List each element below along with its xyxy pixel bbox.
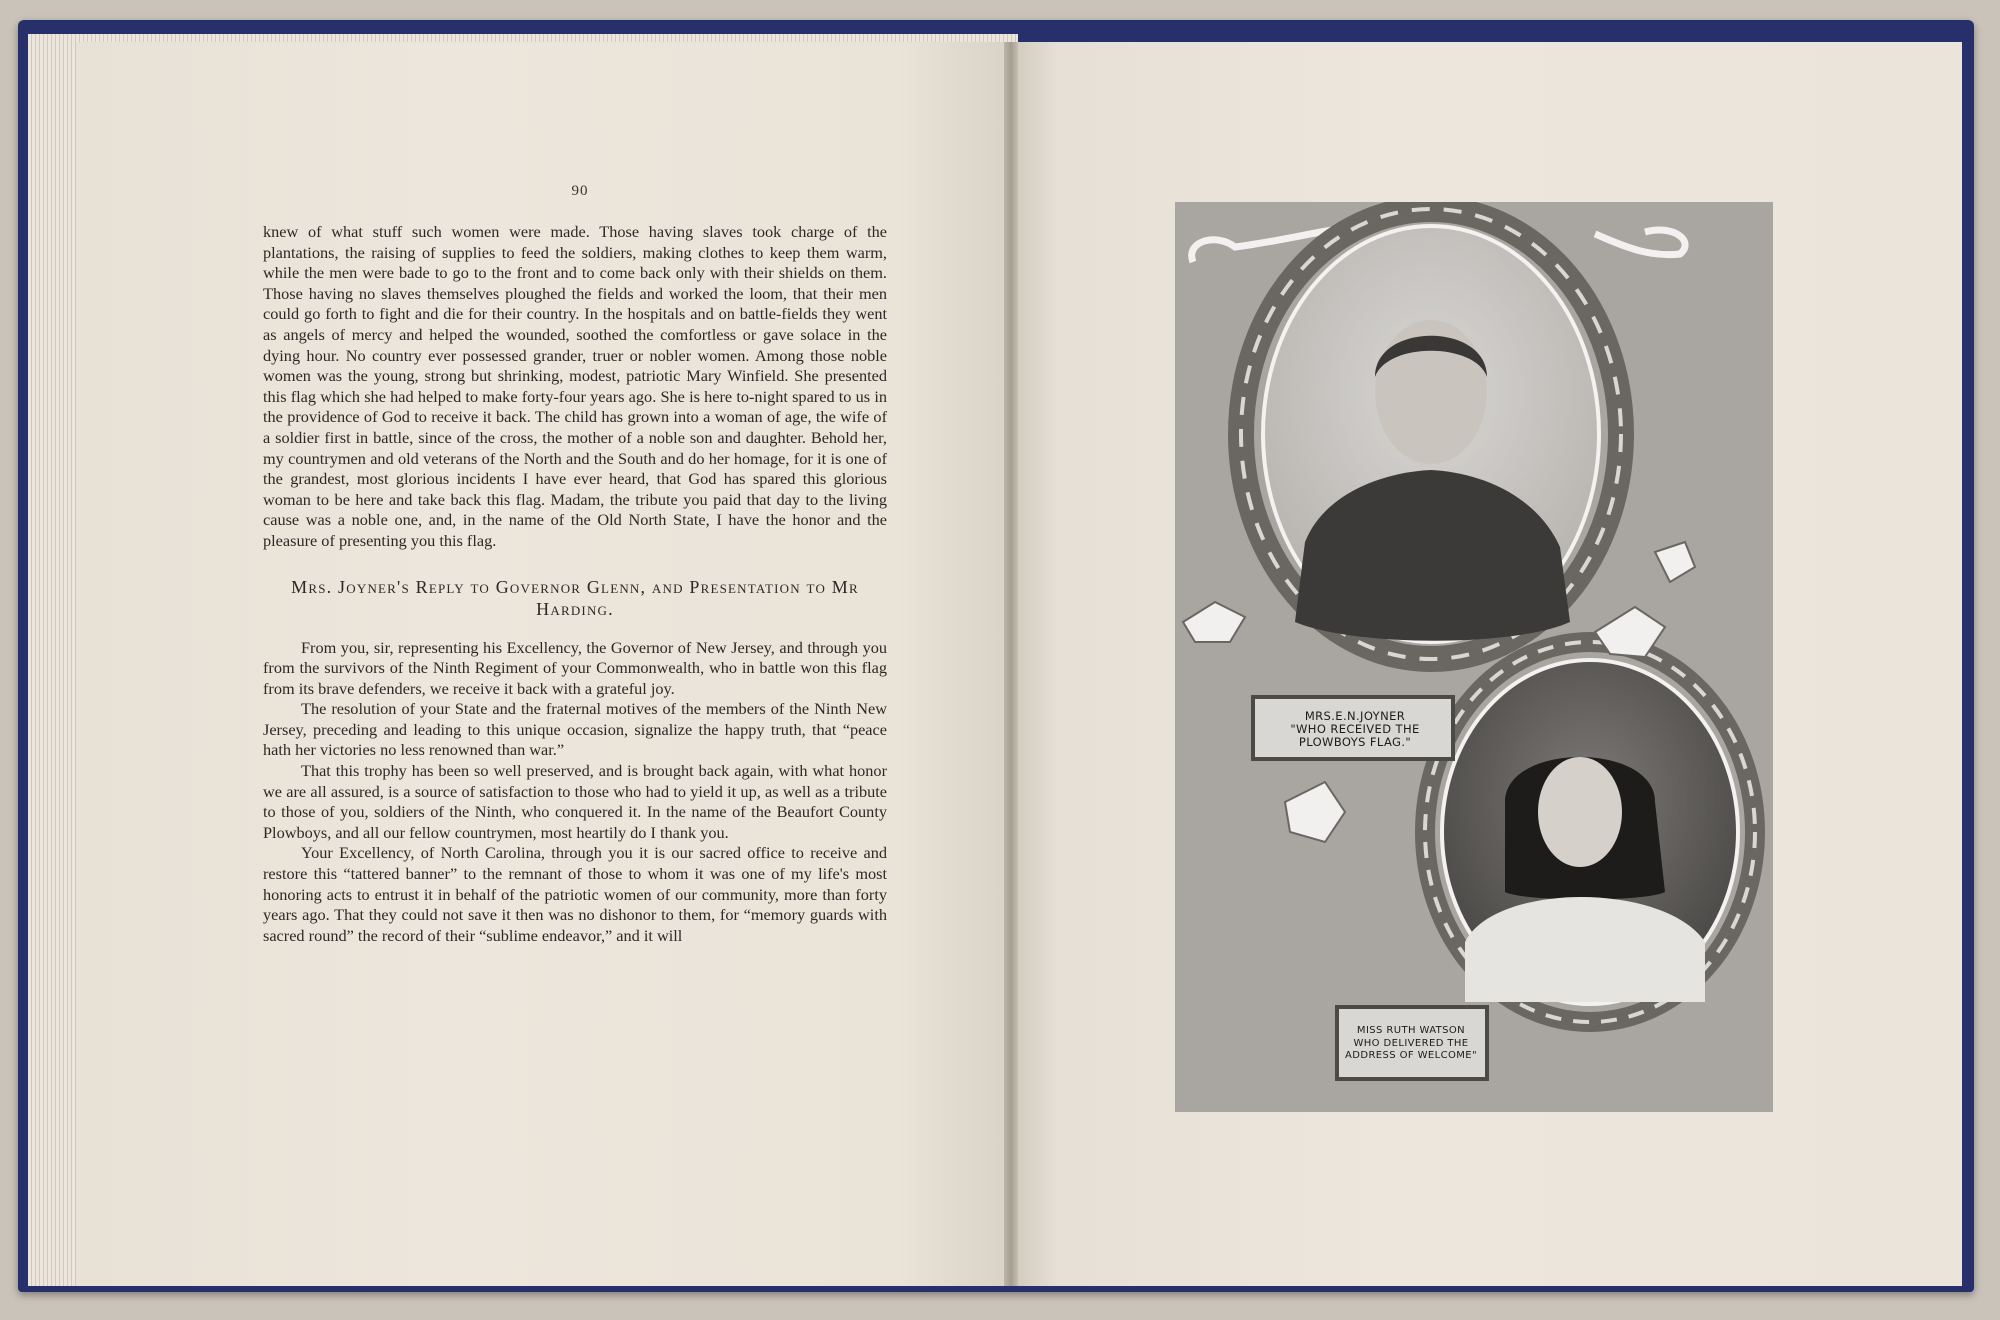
portrait-miss-watson bbox=[1442, 660, 1738, 1004]
caption-mrs-joyner: MRS.E.N.JOYNER "WHO RECEIVED THE PLOWBOYS FLAG." bbox=[1290, 709, 1420, 749]
portrait-mrs-joyner bbox=[1263, 226, 1599, 642]
paragraph: The resolution of your State and the fraternal motives of the members of the Ninth New Jersey, preceding and leading to this unique occasion, signalize the happy truth, that “peace hath her victories no less renowned than war.” bbox=[263, 699, 887, 760]
caption-miss-watson: MISS RUTH WATSON WHO DELIVERED THE ADDRESS OF WELCOME" bbox=[1345, 1025, 1477, 1061]
section-heading: Mrs. Joyner's Reply to Governor Glenn, and Presentation to Mr Harding. bbox=[291, 576, 859, 619]
paragraph: From you, sir, representing his Excellency, the Governor of New Jersey, and through you from the survivors of the Ninth Regiment of your Commonwealth, who in battle won this flag from its brave defenders, we receive it back with a grateful joy. bbox=[263, 637, 887, 698]
paragraph: knew of what stuff such women were made. Those having slaves took charge of the plantations, the raising of supplies to feed the soldiers, making clothes to keep them warm, while the men were bade to go to the front and to come back only with their shields on them. Those having no slaves themselves ploughed the fields and worked the loom, that their men could go forth to fight and die for their country. In the hospitals and on battle-fields they went as angels of mercy and helped the wounded, soothed the comfortless or gave solace in the dying hour. No country ever possessed grander, truer or nobler women. Among those noble women was the young, strong but shrinking, modest, patriotic Mary Winfield. She presented this flag which she had helped to make forty-four years ago. She is here to-night spared to us in the providence of God to receive it back. The child has grown into a woman of age, the wife of a soldier first in battle, since of the cross, the mother of a noble son and daughter. Behold her, my countrymen and old veterans of the North and the South and do her homage, for it is one of the grandest, most glorious incidents I have ever heard, that God has spared this glorious woman to be here and take back this flag. Madam, the tribute you paid that day to the living cause was a noble one, and, in the name of the Old North State, I have the honor and the pleasure of presenting you this flag. bbox=[263, 222, 887, 550]
paragraph: Your Excellency, of North Carolina, through you it is our sacred office to receive and restore this “tattered banner” to the remnant of those to whom it was one of my life's most honoring acts to entrust it in behalf of the patriotic women of our community, more than forty years ago. That they could not save it then was no dishonor to them, for “memory guards with sacred round” the record of their “sublime endeavor,” and it will bbox=[263, 843, 887, 945]
photo-plate bbox=[1175, 202, 1773, 1112]
page-text bbox=[263, 222, 887, 946]
paragraph: That this trophy has been so well preserved, and is brought back again, with what honor we are all assured, is a source of satisfaction to those who had to yield it up, as well as a tribute to those of you, soldiers of the Ninth, who conquered it. In the name of the Beaufort County Plowboys, and all our fellow countrymen, most heartily do I thank you. bbox=[263, 761, 887, 842]
plate-illustration bbox=[1175, 202, 1773, 1112]
book-gutter bbox=[1004, 42, 1018, 1286]
page-number: 90 bbox=[571, 183, 589, 199]
